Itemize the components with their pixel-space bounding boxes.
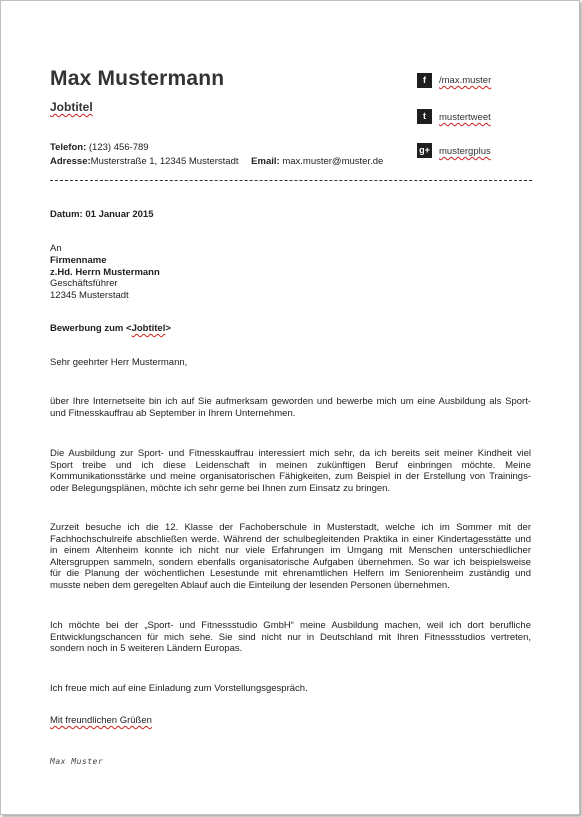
paragraph-line: in einem Altenheim konnte ich nicht nur viele Erfahrungen im Umgang mit Menschen unterschiedlicher (50, 545, 531, 557)
subject-job: Jobtitel (131, 323, 166, 334)
paragraph-line: Entwicklungschancen für mich sehe. Sie sind nicht nur in Deutschland mit Ihren Fitnessstudios vertreten, (50, 631, 531, 643)
address-line (50, 156, 383, 167)
phone-line (50, 142, 149, 153)
subject-prefix: Bewerbung zum < (50, 323, 132, 334)
address-value: Musterstraße 1, 12345 Musterstadt (90, 156, 239, 167)
recipient-role: Geschäftsführer (50, 278, 118, 289)
email-label: Email: (251, 156, 280, 167)
signature: Max Muster (50, 757, 104, 766)
address-label: Adresse: (50, 156, 91, 167)
paragraph-line: oder Belegungsplänen, möchte ich sehr gerne bei Ihnen zum Einsatz zu bringen. (50, 482, 391, 494)
facebook-icon: f (417, 73, 432, 88)
subject-line (50, 323, 171, 334)
paragraph-line: und Fitnesskauffrau ab September in Ihrem Unternehmen. (50, 407, 296, 419)
paragraph-3 (50, 522, 531, 592)
paragraph-5 (50, 683, 531, 695)
subject-suffix: > (165, 323, 171, 334)
paragraph-line: Fachhochschulreife abschließen werde. Während der schulbegleitenden Praktika in einer Kindertagesstätte und (50, 533, 531, 545)
applicant-name: Max Mustermann (50, 67, 225, 90)
phone-label: Telefon: (50, 142, 87, 153)
paragraph-line: Die Ausbildung zur Sport- und Fitnesskauffrau interessiert mich sehr, da ich bereits seit meiner Kindheit viel (50, 448, 531, 459)
twitter-icon: t (417, 109, 432, 124)
paragraph-line: für die Planung der wöchentlichen Lesestunde mit ehrenamtlichen Helfern im Seniorenheim zuständig und (50, 568, 531, 580)
paragraph-line: Sport treibe und ich diese Leidenschaft in meinen zukünftigen Beruf einbringen möchte. Meine (50, 459, 531, 471)
letter-date: Datum: 01 Januar 2015 (50, 209, 154, 220)
header-divider (50, 180, 532, 181)
paragraph-line: Kommunikationsstärke und meine organisatorischen Fähigkeiten, zum Beispiel in der Erstellung von Trainings- (50, 471, 531, 483)
salutation: Sehr geehrter Herr Mustermann, (50, 357, 188, 368)
recipient-to: An (50, 243, 62, 254)
paragraph-line: Ich möchte bei der „Sport- und Fitnessstudio GmbH“ meine Ausbildung machen, weil ich dort berufliche (50, 620, 531, 631)
paragraph-line: über Ihre Internetseite bin ich auf Sie aufmerksam geworden und bewerbe mich um eine Ausbildung als Sport- (50, 396, 531, 407)
paragraph-line: sondern noch in 5 weiteren Ländern Europas. (50, 643, 243, 655)
recipient-city: 12345 Musterstadt (50, 290, 129, 301)
email-value: max.muster@muster.de (282, 156, 384, 167)
paragraph-line: Altersgruppen sammeln, sondern ebenfalls organisatorische Aufgaben übernehmen. So war ich beispielsweise (50, 556, 531, 568)
paragraph-line: musste neben dem geregelten Ablauf auch die Einteilung der lesenden Personen übernehmen. (50, 579, 450, 591)
paragraph-1 (50, 396, 531, 419)
recipient-attention: z.Hd. Herrn Mustermann (50, 267, 160, 278)
recipient-company: Firmenname (50, 255, 107, 266)
phone-value: (123) 456-789 (88, 142, 149, 153)
job-title: Jobtitel (50, 100, 93, 114)
googleplus-link[interactable]: mustergplus (439, 146, 491, 157)
googleplus-icon: g+ (417, 143, 432, 158)
paragraph-2 (50, 448, 531, 494)
closing: Mit freundlichen Grüßen (50, 715, 152, 726)
facebook-link[interactable]: /max.muster (439, 75, 492, 86)
paragraph-4 (50, 620, 531, 655)
twitter-link[interactable]: mustertweet (439, 112, 491, 123)
paragraph-line: Zurzeit besuche ich die 12. Klasse der Fachoberschule in Musterstadt, welche ich im Sommer mit der (50, 522, 531, 533)
paragraph-line: Ich freue mich auf eine Einladung zum Vorstellungsgespräch. (50, 683, 308, 694)
